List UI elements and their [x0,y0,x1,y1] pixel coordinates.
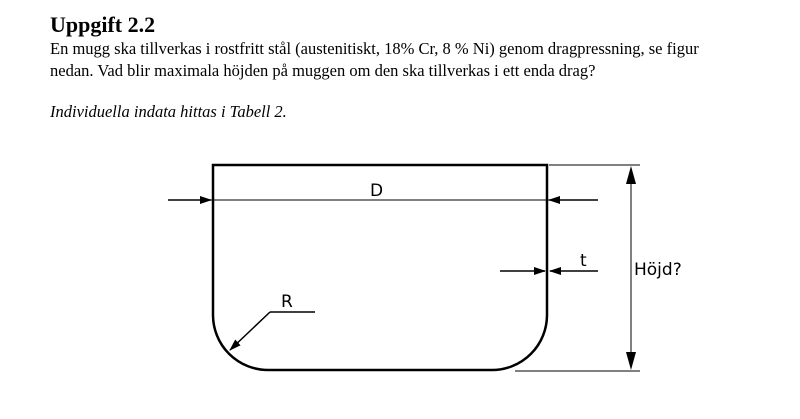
thickness-label: t [580,251,587,271]
height-label: Höjd? [634,260,682,280]
radius-leader-arrow [230,312,270,350]
task-description-line-2: nedan. Vad blir maximala höjden på muggen om den ska tillverkas i ett enda drag? [50,61,596,80]
diameter-label: D [370,181,384,201]
height-arrowhead-bottom [626,352,636,370]
task-heading: Uppgift 2.2 [50,12,156,37]
height-arrowhead-top [626,166,636,184]
task-description-line-1: En mugg ska tillverkas i rostfritt stål (austenitiskt, 18% Cr, 8 % Ni) genom dragpressning, se figur [50,39,699,58]
input-data-note: Individuella indata hittas i Tabell 2. [50,102,287,121]
radius-label: R [281,292,293,312]
